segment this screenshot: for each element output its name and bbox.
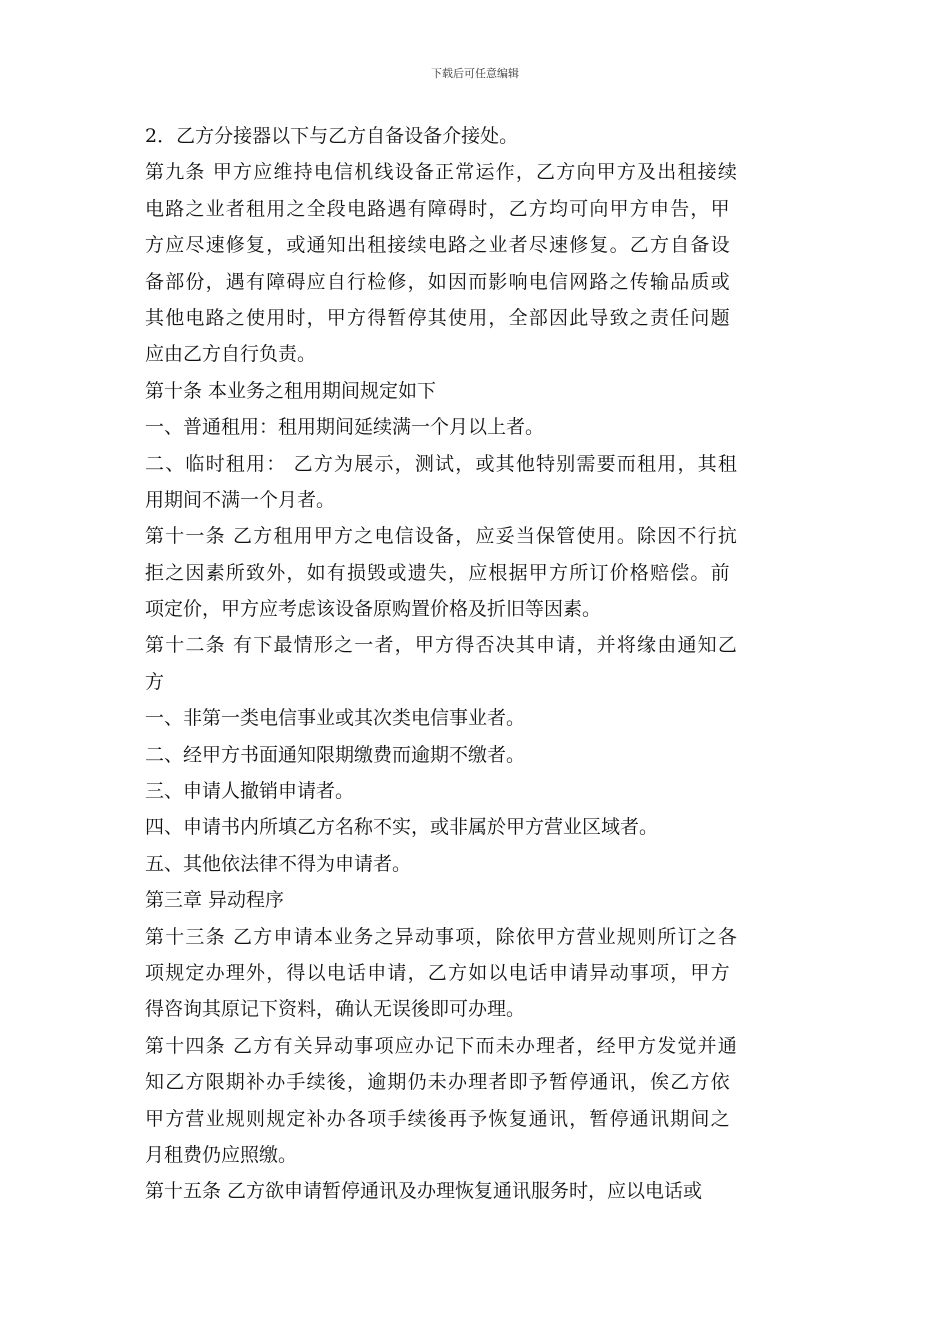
paragraph [145,773,815,809]
text-line: 月租费仍应照缴。 [145,1143,298,1166]
paragraph [145,1173,815,1209]
text-line: 2．乙方分接器以下与乙方自备设备介接处。 [145,125,519,147]
paragraph [145,809,815,845]
paragraph [145,373,815,409]
text-line: 第十三条 乙方申请本业务之异动事项，除依甲方营业规则所订之各 [145,925,739,948]
paragraph [145,118,815,154]
text-line: 四、申请书内所填乙方名称不实，或非属於甲方营业区域者。 [145,816,659,839]
text-line: 二、临时租用： 乙方为展示，测试，或其他特别需要而租用，其租 [145,452,739,475]
text-line: 五、其他依法律不得为申请者。 [145,852,412,875]
document-body [145,118,815,1210]
text-line: 知乙方限期补办手续後，逾期仍未办理者即予暂停通讯，俟乙方依 [145,1071,731,1094]
text-line: 方应尽速修复，或通知出租接续电路之业者尽速修复。乙方自备设 [145,234,731,257]
paragraph [145,627,815,700]
paragraph [145,882,815,918]
paragraph [145,409,815,445]
text-line: 备部份，遇有障碍应自行检修，如因而影响电信网路之传输品质或 [145,270,731,293]
paragraph [145,919,815,1028]
text-line: 第九条 甲方应维持电信机线设备正常运作，乙方向甲方及出租接续 [145,161,739,184]
text-line: 二、经甲方书面通知限期缴费而逾期不缴者。 [145,743,526,766]
text-line: 一、普通租用：租用期间延续满一个月以上者。 [145,416,545,439]
text-line: 三、申请人撤销申请者。 [145,780,355,803]
text-line: 第三章 异动程序 [145,889,285,912]
text-line: 第十二条 有下最情形之一者，甲方得否决其申请，并将缘由通知乙 [145,634,739,657]
paragraph [145,1028,815,1174]
text-line: 第十一条 乙方租用甲方之电信设备，应妥当保管使用。除因不行抗 [145,525,739,548]
text-line: 甲方营业规则规定补办各项手续後再予恢复通讯，暂停通讯期间之 [145,1107,731,1130]
text-line: 一、非第一类电信事业或其次类电信事业者。 [145,707,526,730]
paragraph [145,518,815,627]
text-line: 项规定办理外，得以电话申请，乙方如以电话申请异动事项，甲方 [145,961,731,984]
text-line: 第十五条 乙方欲申请暂停通讯及办理恢复通讯服务时，应以电话或 [145,1180,703,1203]
text-line: 第十四条 乙方有关异动事项应办记下而未办理者，经甲方发觉并通 [145,1034,739,1057]
text-line: 项定价，甲方应考虑该设备原购置价格及折旧等因素。 [145,598,602,621]
paragraph [145,154,815,372]
text-line: 得咨询其原记下资料，确认无误後即可办理。 [145,998,526,1021]
text-line: 其他电路之使用时，甲方得暂停其使用，全部因此导致之责任问题 [145,306,731,329]
text-line: 拒之因素所致外，如有损毁或遗失，应根据甲方所订价格赔偿。前 [145,561,731,584]
page-header: 下载后可任意编辑 [431,67,519,80]
text-line: 电路之业者租用之全段电路遇有障碍时，乙方均可向甲方申告，甲 [145,197,731,220]
paragraph [145,846,815,882]
paragraph [145,737,815,773]
text-line: 第十条 本业务之租用期间规定如下 [145,379,437,402]
text-line: 方 [145,670,165,693]
paragraph [145,446,815,519]
text-line: 应由乙方自行负责。 [145,343,317,366]
text-line: 用期间不满一个月者。 [145,488,336,511]
paragraph [145,700,815,736]
